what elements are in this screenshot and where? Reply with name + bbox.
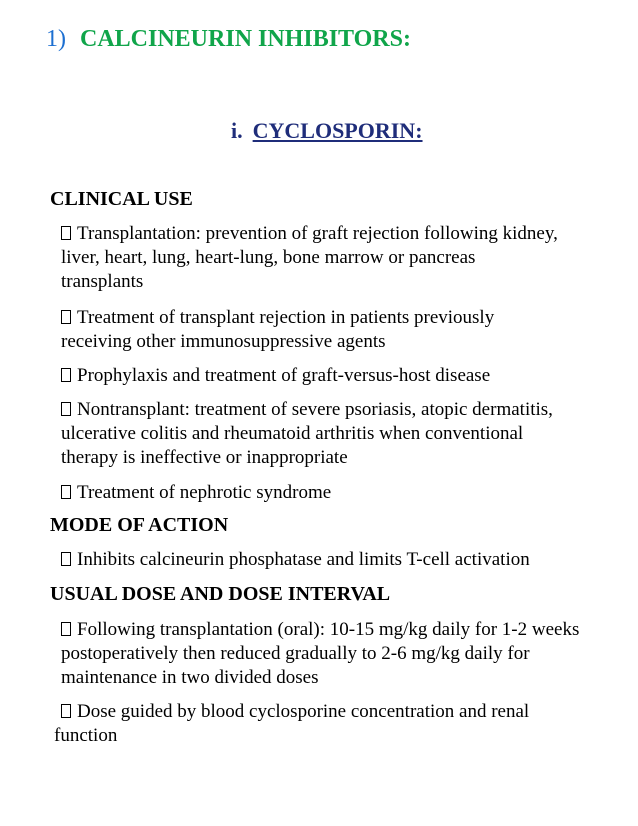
list-item [61,481,631,505]
list-item [61,548,631,572]
main-heading [46,26,411,53]
square-bullet-icon [61,485,71,499]
list-item-line: Prophylaxis and treatment of graft-versus-host disease [61,364,631,388]
list-item-line: Inhibits calcineurin phosphatase and limits T-cell activation [61,548,631,572]
square-bullet-icon [61,310,71,324]
list-item-line: ulcerative colitis and rheumatoid arthritis when conventional [61,423,524,444]
list-item [61,618,631,690]
list-item [61,398,631,470]
square-bullet-icon [61,368,71,382]
list-item-line: receiving other immunosuppressive agents [61,331,386,352]
list-item [61,222,631,294]
list-item-line: maintenance in two divided doses [61,667,319,688]
section-title-clinical-use: CLINICAL USE [50,188,193,210]
section-title-mode-of-action: MODE OF ACTION [50,514,229,536]
sub-heading-number: i. [231,118,243,143]
list-item-line: therapy is ineffective or inappropriate [61,447,348,468]
main-heading-number: 1) [46,26,66,52]
main-heading-title: CALCINEURIN INHIBITORS: [80,26,411,52]
section-title-dose: USUAL DOSE AND DOSE INTERVAL [50,583,391,605]
list-item-line: Nontransplant: treatment of severe psoriasis, atopic dermatitis, [61,398,631,422]
square-bullet-icon [61,622,71,636]
list-item-line: Dose guided by blood cyclosporine concentration and renal [61,700,631,724]
list-item-line: Treatment of transplant rejection in patients previously [61,306,631,330]
list-item-line: liver, heart, lung, heart-lung, bone marrow or pancreas [61,247,476,268]
list-item [61,306,631,354]
list-item [54,700,631,748]
list-item-line: postoperatively then reduced gradually to 2-6 mg/kg daily for [61,643,530,664]
list-item [61,364,631,388]
sub-heading [231,118,423,144]
list-item-line: Treatment of nephrotic syndrome [61,481,631,505]
square-bullet-icon [61,402,71,416]
list-item-line: function [54,725,118,746]
square-bullet-icon [61,226,71,240]
list-item-line: Transplantation: prevention of graft rejection following kidney, [61,222,631,246]
list-item-line: transplants [61,271,144,292]
list-item-line: Following transplantation (oral): 10-15 mg/kg daily for 1-2 weeks [61,618,631,642]
sub-heading-title: CYCLOSPORIN: [252,118,423,143]
square-bullet-icon [61,704,71,718]
square-bullet-icon [61,552,71,566]
